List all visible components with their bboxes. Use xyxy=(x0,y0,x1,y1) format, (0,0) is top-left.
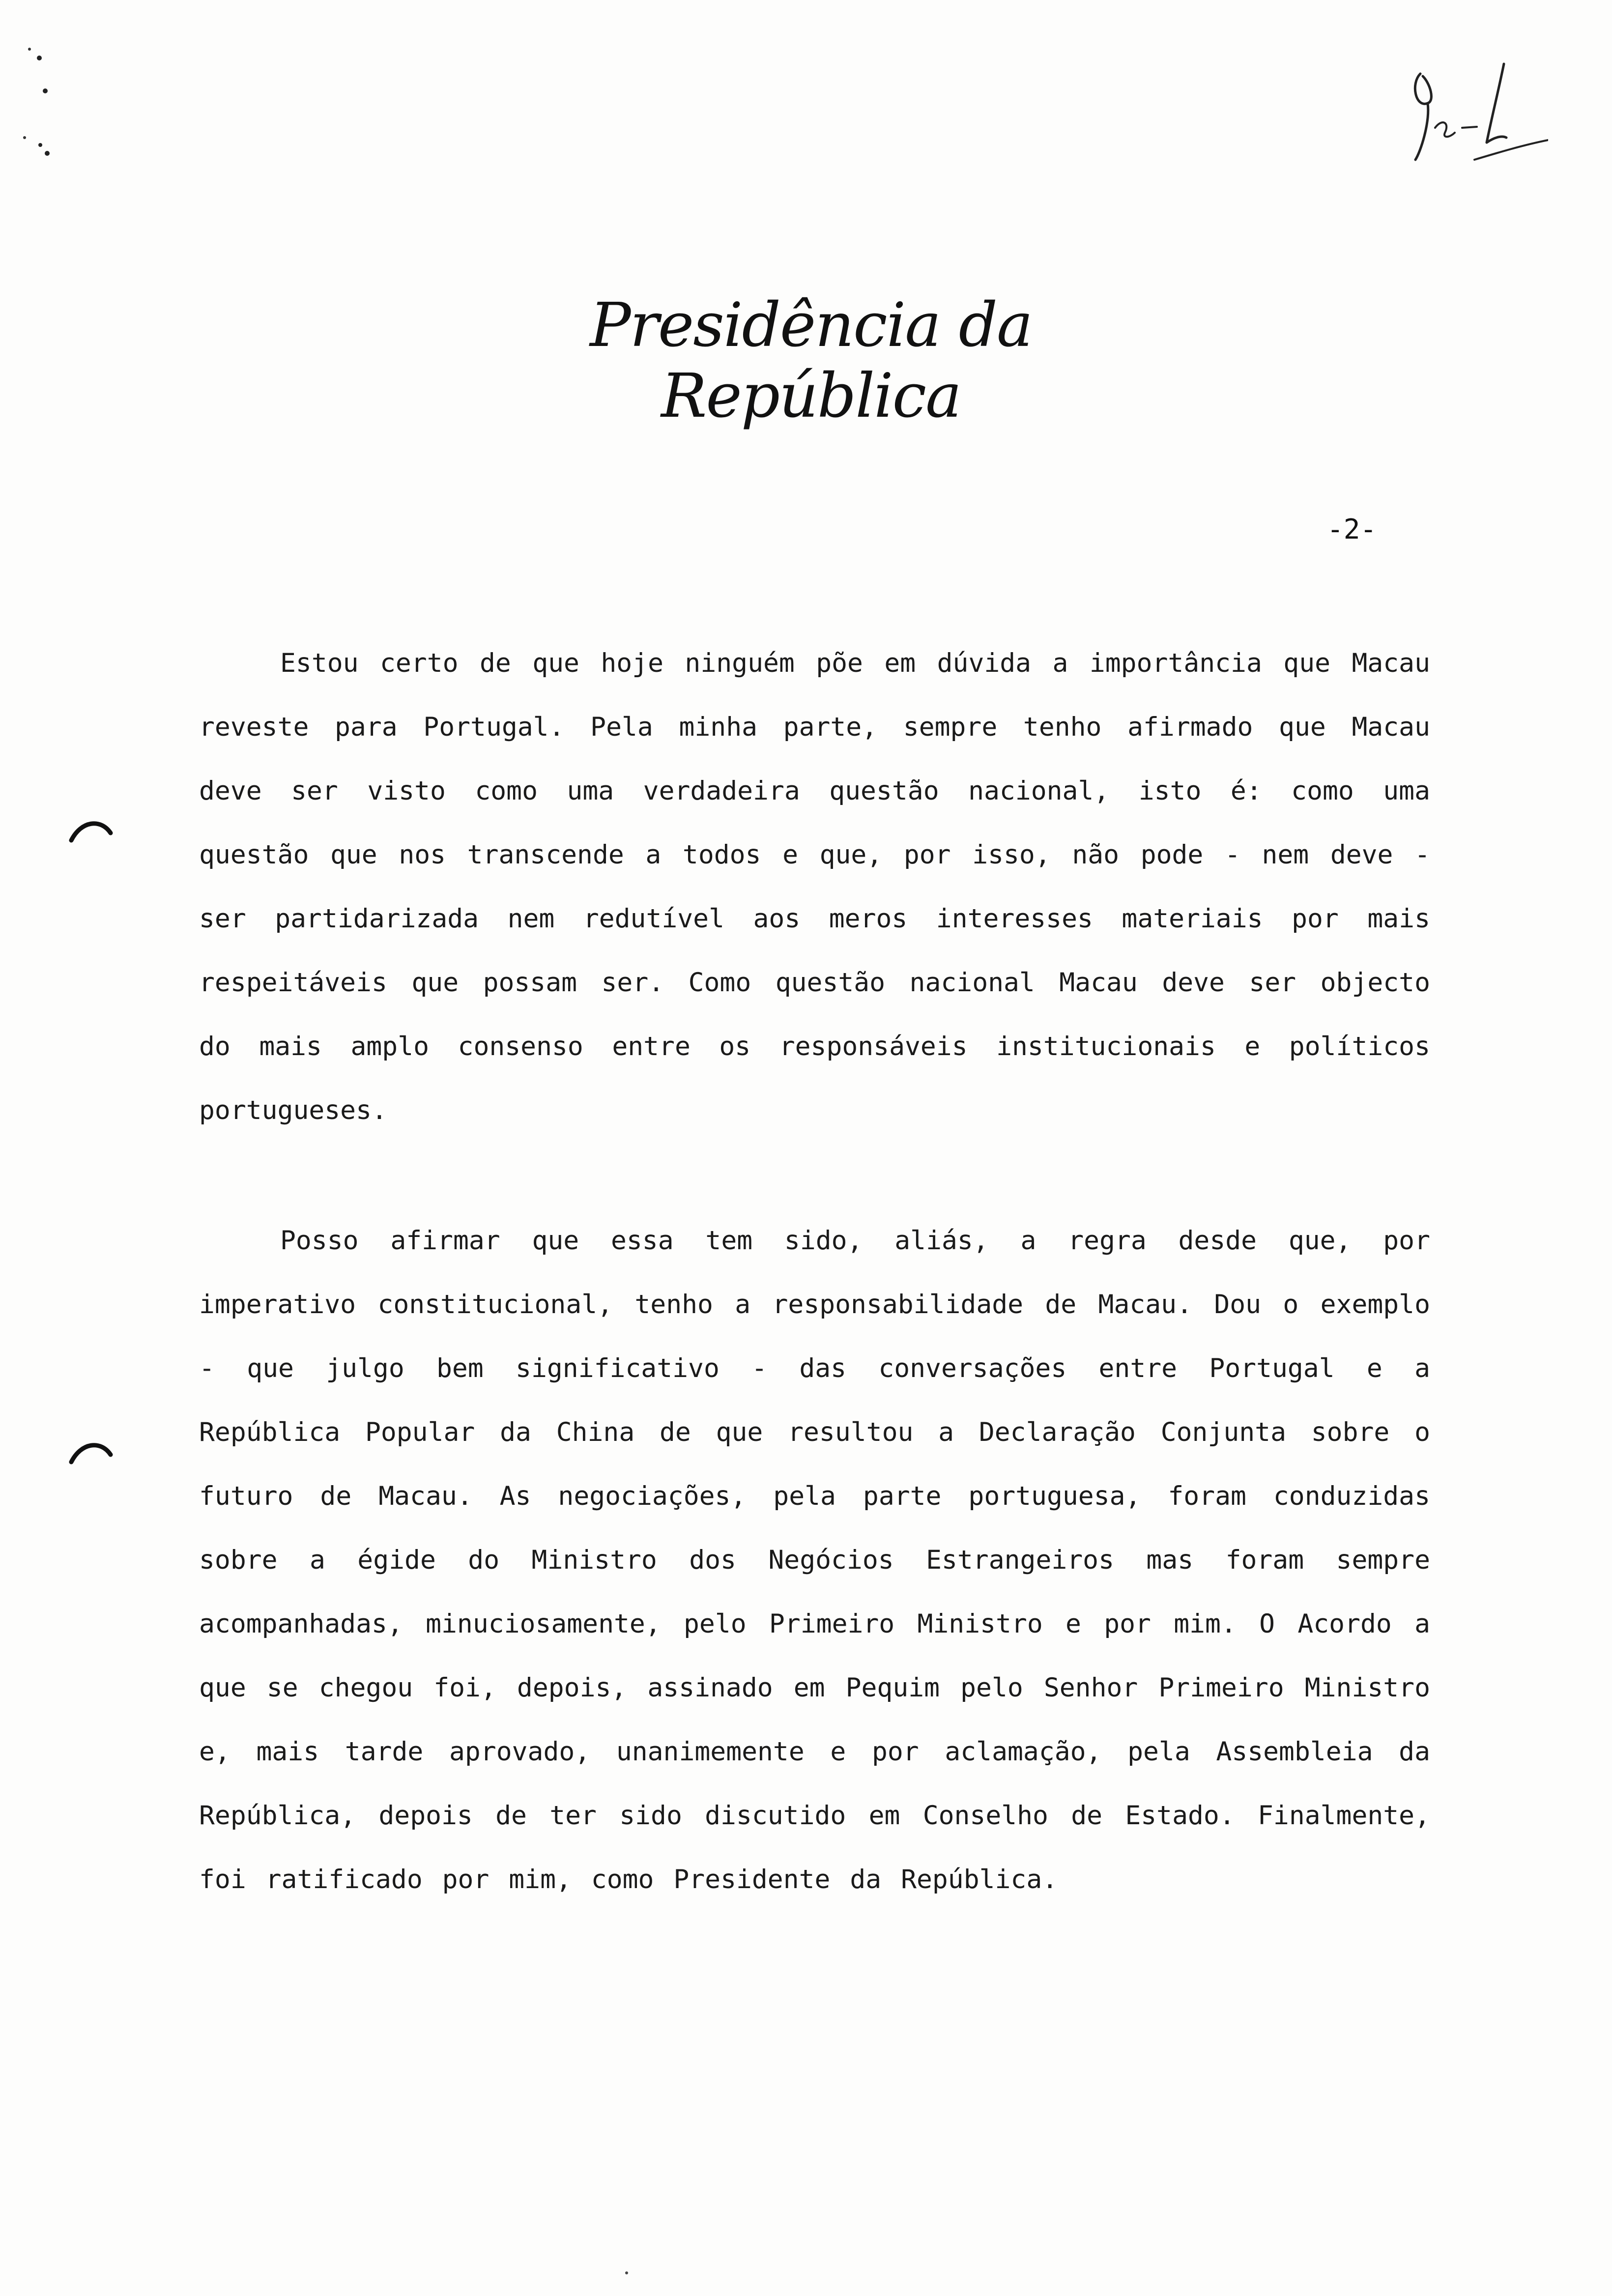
punch-hole-mark-lower xyxy=(69,1437,113,1467)
paragraph-1 xyxy=(199,631,1430,1143)
paragraph-2 xyxy=(199,1209,1430,1912)
handwritten-initials xyxy=(1401,54,1548,167)
punch-hole-mark-upper xyxy=(69,816,113,845)
paragraph-1-text: Estou certo de que hoje ninguém põe em dúvida a importância que Macau reveste para Portugal. Pela minha parte, sempre tenho afirmado que Macau deve ser visto como uma verdadeira questão nacional, isto é: como uma questão que nos transcende a todos e que, por isso, não pode - nem deve - ser partidarizada nem redutível aos meros interesses materiais por mais respeitáveis que possam ser. Como questão nacional Macau deve ser objecto do mais amplo consenso entre os responsáveis institucionais e políticos portugueses. xyxy=(199,648,1430,1125)
paragraph-2-text: Posso afirmar que essa tem sido, aliás, a regra desde que, por imperativo constitucional, tenho a responsabilidade de Macau. Dou o exemplo - que julgo bem significativo - das conversações entre Portugal e a República Popular da China de que resultou a Declaração Conjunta sobre o futuro de Macau. As negociações, pela parte portuguesa, foram conduzidas sobre a égide do Ministro dos Negócios Estrangeiros mas foram sempre acompanhadas, minuciosamente, pelo Primeiro Ministro e por mim. O Acordo a que se chegou foi, depois, assinado em Pequim pelo Senhor Primeiro Ministro e, mais tarde aprovado, unanimemente e por aclamação, pela Assembleia da República, depois de ter sido discutido em Conselho de Estado. Finalmente, foi ratificado por mim, como Presidente da República. xyxy=(199,1226,1430,1894)
letterhead-title: Presidência da República xyxy=(590,290,1032,431)
scan-artifact-bottom xyxy=(622,2268,632,2278)
page-number: -2- xyxy=(1327,514,1377,545)
scan-artifact-marks xyxy=(10,44,54,162)
